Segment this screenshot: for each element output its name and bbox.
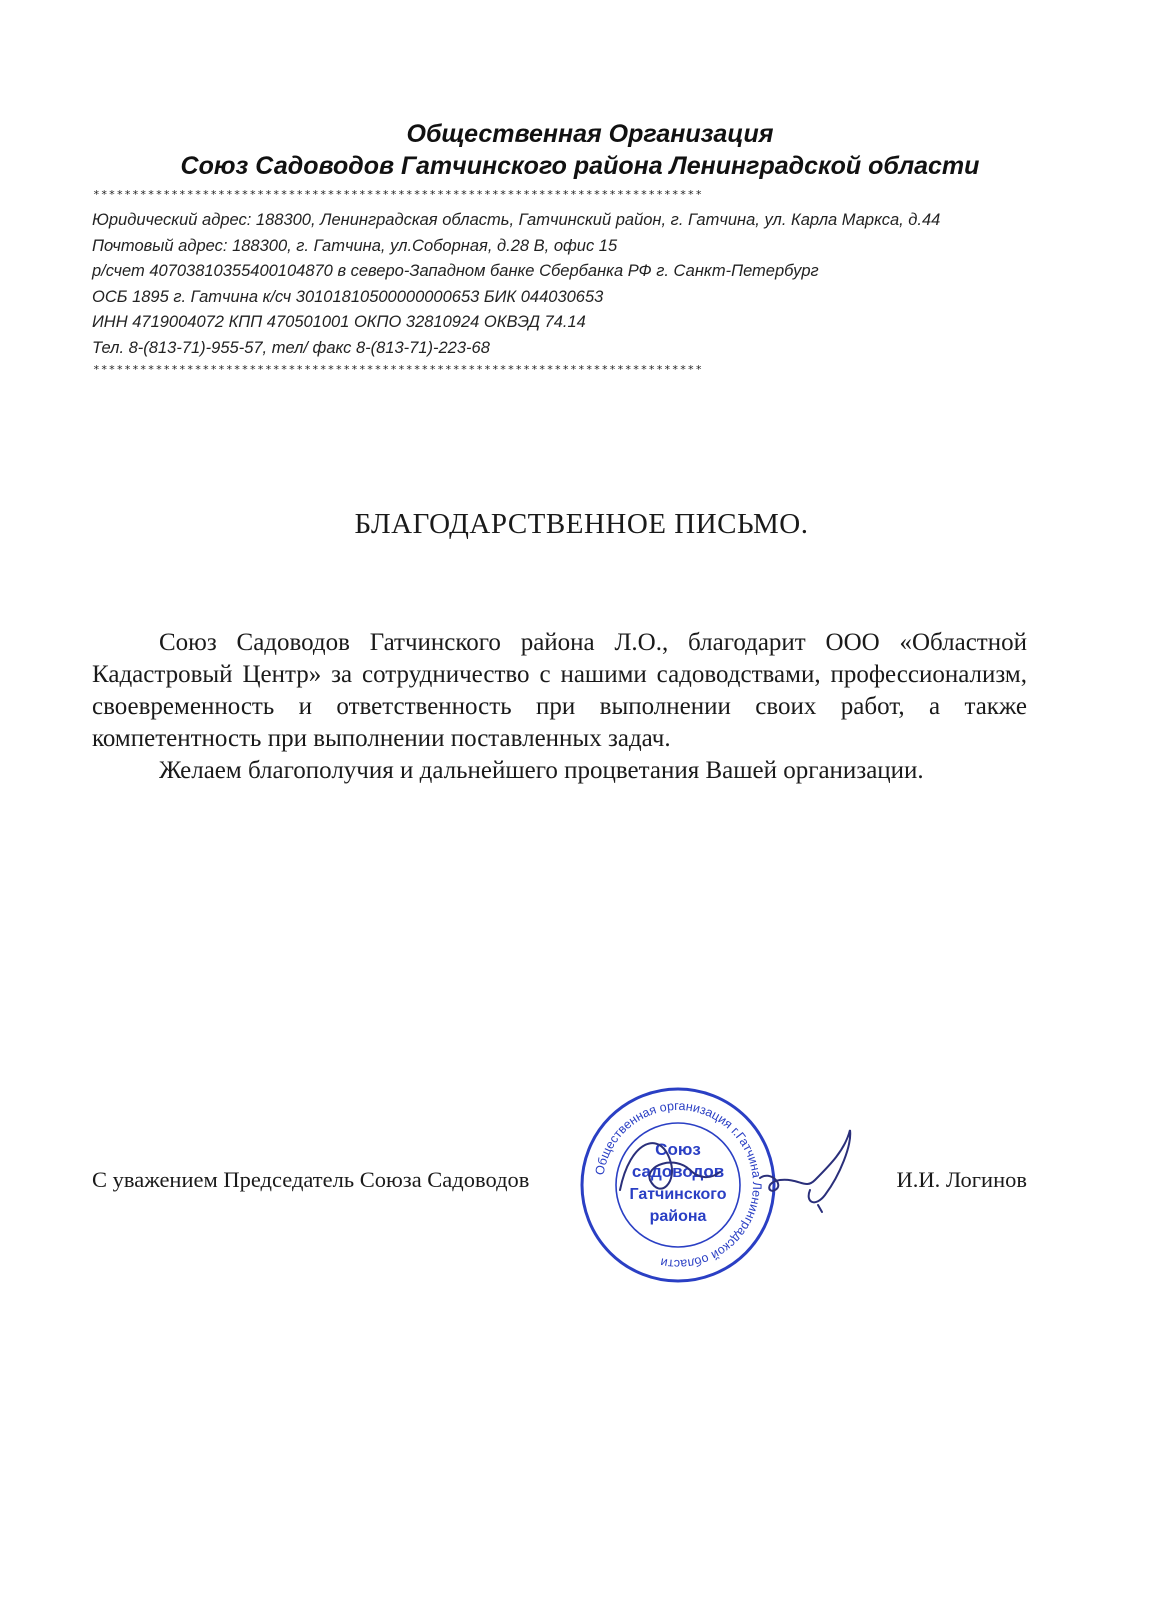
stamp-center-line3: Гатчинского [629,1186,727,1203]
organization-details [92,208,1052,361]
organization-name: Союз Садоводов Гатчинского района Ленинградской области [180,152,980,180]
thanks-paragraph: Союз Садоводов Гатчинского района Л.О., благодарит ООО «Областной Кадастровый Центр» за сотрудничество с нашими садоводствами, профессионализм, своевременность и ответственность при выполнении своих работ, а также компетентность при выполнении поставленных задач. [92,629,1027,752]
stamp-center-line1: Союз [655,1140,701,1159]
stamp-center-line2: садоводов [631,1162,725,1181]
wishes-paragraph: Желаем благополучия и дальнейшего процветания Вашей организации. [159,757,924,784]
organization-type: Общественная Организация [406,120,774,148]
phone-numbers: Тел. 8-(813-71)-955-57, тел/ факс 8-(813-71)-223-68 [92,338,490,357]
letter-body [92,627,1027,787]
registration-codes: ИНН 4719004072 КПП 470501001 ОКПО 32810924 ОКВЭД 74.14 [92,313,586,331]
document-title: БЛАГОДАРСТВЕННОЕ ПИСЬМО. [354,508,809,540]
bank-details: ОСБ 1895 г. Гатчина к/сч 30101810500000000653 БИК 044030653 [92,287,604,306]
handwritten-signature [600,1120,860,1220]
top-separator: ****************************************************************************** [93,188,704,201]
stamp-center-line4: района [649,1208,707,1225]
legal-address: Юридический адрес: 188300, Ленинградская область, Гатчинский район, г. Гатчина, ул. Карла Маркса, д.44 [92,211,941,229]
bottom-separator: ****************************************************************************** [93,363,704,376]
stamp-ring-text: Общественная организация г.Гатчина Ленинградской области [592,1098,765,1272]
bank-account: р/счет 40703810355400104870 в северо-Западном банке Сбербанка РФ г. Санкт-Петербург [92,262,819,280]
signer-name: И.И. Логинов [896,1167,1027,1192]
closing-text: С уважением Председатель Союза Садоводов [92,1167,530,1192]
postal-address: Почтовый адрес: 188300, г. Гатчина, ул.Соборная, д.28 В, офис 15 [92,236,618,255]
organization-header [80,118,1080,182]
